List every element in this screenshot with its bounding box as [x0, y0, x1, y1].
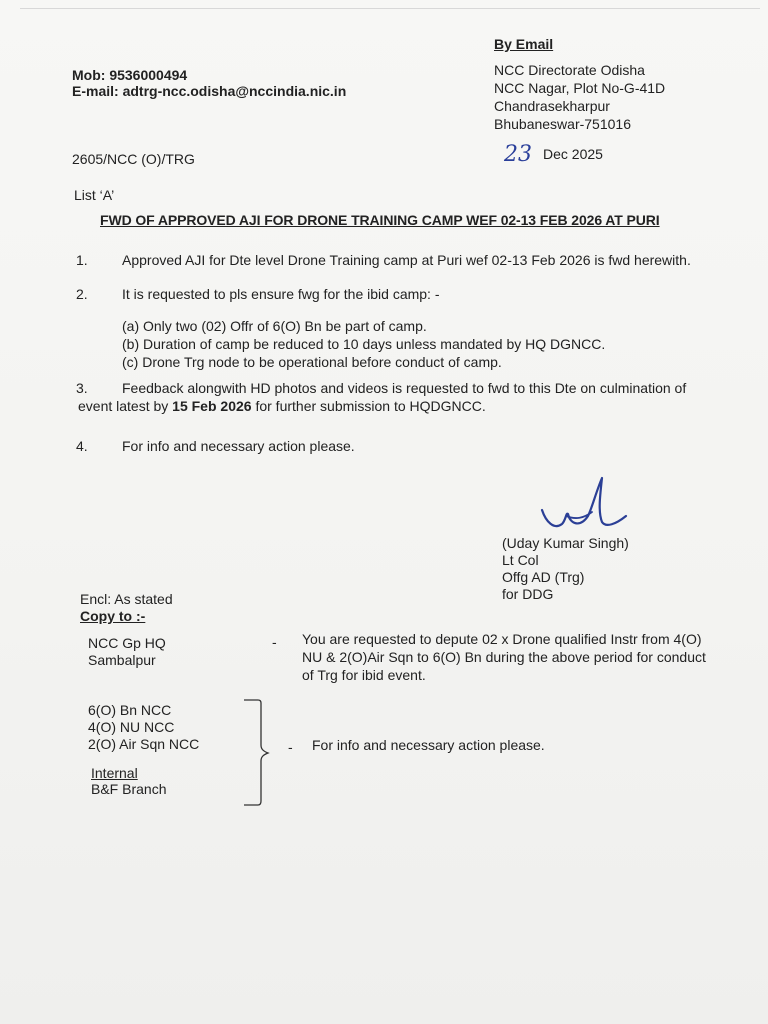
- unit-item: 2(O) Air Sqn NCC: [88, 736, 200, 752]
- signatory-appointment: Offg AD (Trg): [502, 569, 585, 585]
- units-note: For info and necessary action please.: [312, 737, 545, 753]
- para-4: [76, 437, 355, 455]
- address-line-3: Chandrasekharpur: [494, 98, 610, 114]
- gp-hq-line-2: Sambalpur: [88, 652, 156, 668]
- by-email-label: By Email: [494, 36, 554, 52]
- scan-edge-line: [20, 8, 760, 9]
- bf-branch-label: B&F Branch: [91, 781, 167, 797]
- gp-hq-line-1: NCC Gp HQ: [88, 635, 166, 651]
- gp-hq-note-line-2: NU & 2(O)Air Sqn to 6(O) Bn during the above period for conduct: [302, 649, 706, 665]
- address-line-4: Bhubaneswar-751016: [494, 116, 631, 132]
- para-3: [76, 379, 686, 415]
- gp-hq-note-line-1: You are requested to depute 02 x Drone qualified Instr from 4(O): [302, 631, 702, 647]
- para-1: [76, 251, 691, 269]
- sub-item-a: (a) Only two (02) Offr of 6(O) Bn be part of camp.: [122, 318, 427, 334]
- address-line-2: NCC Nagar, Plot No-G-41D: [494, 80, 666, 96]
- gp-hq-note-line-3: of Trg for ibid event.: [302, 667, 426, 683]
- units-dash: -: [288, 739, 293, 755]
- para-3-line-1: Feedback alongwith HD photos and videos is requested to fwd to this Dte on culmination of: [122, 380, 687, 396]
- right-curly-brace-icon: [240, 697, 280, 814]
- reference-number: 2605/NCC (O)/TRG: [72, 151, 195, 167]
- sub-item-b: (b) Duration of camp be reduced to 10 days unless mandated by HQ DGNCC.: [122, 336, 606, 352]
- unit-item: 6(O) Bn NCC: [88, 702, 172, 718]
- para-2: [76, 285, 440, 303]
- units-list: [88, 702, 199, 753]
- para-4-number: 4.: [76, 438, 88, 454]
- gp-hq-note: [302, 630, 706, 684]
- mobile-number: Mob: 9536000494: [72, 67, 188, 83]
- signatory-block: [502, 535, 629, 603]
- handwritten-date-day: 23: [504, 142, 532, 167]
- email-address: E-mail: adtrg-ncc.odisha@nccindia.nic.in: [72, 83, 347, 99]
- sub-item-c: (c) Drone Trg node to be operational before conduct of camp.: [122, 354, 502, 370]
- signatory-for: for DDG: [502, 586, 554, 602]
- unit-item: 4(O) NU NCC: [88, 719, 175, 735]
- enclosure-note: Encl: As stated: [80, 591, 173, 607]
- para-3-line-2-pre: event latest by: [78, 398, 173, 414]
- para-2-text: It is requested to pls ensure fwg for the ibid camp: -: [122, 286, 440, 302]
- signatory-rank: Lt Col: [502, 552, 539, 568]
- signatory-name: (Uday Kumar Singh): [502, 535, 629, 551]
- para-2-number: 2.: [76, 286, 88, 302]
- internal-label: Internal: [91, 765, 138, 781]
- para-1-text: Approved AJI for Dte level Drone Training camp at Puri wef 02-13 Feb 2026 is fwd herewith.: [122, 252, 691, 268]
- address-line-1: NCC Directorate Odisha: [494, 62, 645, 78]
- subject-line: FWD OF APPROVED AJI FOR DRONE TRAINING CAMP WEF 02-13 FEB 2026 AT PURI: [100, 212, 660, 228]
- gp-hq-dash: -: [272, 634, 277, 650]
- para-3-line-2-post: for further submission to HQDGNCC.: [251, 398, 486, 414]
- para-3-number: 3.: [76, 380, 88, 396]
- para-4-text: For info and necessary action please.: [122, 438, 355, 454]
- para-2-subitems: [122, 317, 605, 371]
- gp-hq-addressee: [88, 635, 166, 669]
- list-label: List ‘A’: [74, 187, 115, 203]
- para-3-deadline: 15 Feb 2026: [172, 398, 252, 414]
- address-block: [494, 61, 665, 133]
- handwritten-signature-icon: [536, 472, 646, 542]
- copy-to-label: Copy to :-: [80, 608, 146, 624]
- date-month-year: Dec 2025: [543, 146, 603, 162]
- para-1-number: 1.: [76, 252, 88, 268]
